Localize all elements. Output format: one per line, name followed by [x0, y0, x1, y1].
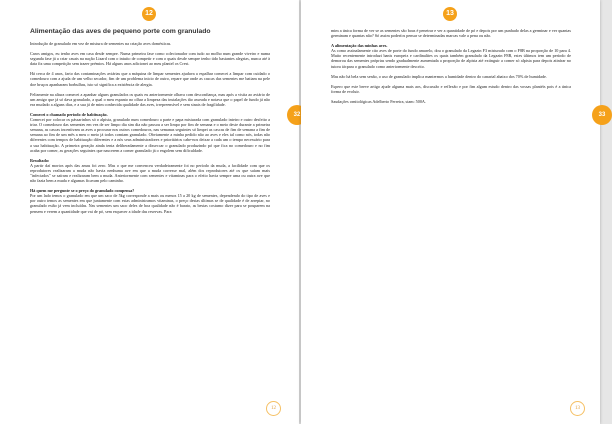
paragraph-text: Espero que este breve artigo ajude alguma mais aos, discussão e reflexão e por fim algum estudo dentro das vossas plantéis pois é a única forma de evoluir. — [331, 83, 571, 94]
left-page — [0, 0, 299, 424]
paragraph-text: Mas não há bela sem senão, o uso de granulado implica mantermos a humidade dentro do canarial abaixo dos 70% de humidade. — [331, 73, 547, 79]
article-paragraph — [30, 51, 270, 66]
paragraph-text: Saudações ornitológicas Adelberto Ferreira, stam: 500A. — [331, 98, 427, 104]
article-paragraph — [331, 28, 571, 38]
section-heading: A alimentação das minhas aves. — [331, 43, 388, 49]
right-page-content — [331, 28, 571, 109]
article-paragraph — [30, 41, 270, 46]
article-paragraph — [30, 92, 270, 107]
paragraph-text: Por um lado temos o granulado em que um saco de 5kg corresponde a mais ou menos 15 a 20 kg de sementes, dependendo do tipo de aves e por outro temos as sementes em que juntamente com estas administramos vitaminas, o preço destas últimas se de qualidade é de arrepiar, no granulado estão já vem incluídas. Nas sementes um saco deles de boa qualidade não é barato, as bestas costumo dizer para se pouparem na pensem e verem a quantidade que vai de pó, sem esquecer a idade das reservas. Para — [30, 193, 270, 214]
article-paragraph — [331, 43, 571, 68]
paragraph-text: Há cerca de 4 anos, farto das contaminações aviárias que a máquina de limpar sementes ajudava a espalhar comecei a limpar com cuidado o comedouro com a ajuda de um velho secador, fim de um problema inicio de outro, repare que onde as cascas das sementes me batiam na pele doe bruços apanharam borbulhas, isto só significa a existência de alergia. — [30, 71, 270, 87]
paragraph-text: Introdução de granulado em vez de mistura de sementes na criação aves domésticas. — [30, 41, 172, 46]
article-title: Alimentação das aves de pequeno porte com granulado — [30, 28, 211, 35]
right-paragraphs — [331, 28, 571, 104]
side-tab-marker: 32 — [287, 105, 307, 125]
article-paragraph — [331, 74, 571, 79]
page-number-badge: 12 — [142, 7, 156, 21]
right-page — [301, 0, 606, 424]
left-paragraphs — [30, 41, 270, 214]
paragraph-text: mim a única forma de ver se as sementes são boas é penetrar e ver a quantidade de pó e depois por um punhado delas a germinar e ver quantas germinam e quantas não? Só assim poderíos pensar se determinadas marcas vale a pena ou não. — [331, 28, 571, 39]
paragraph-text: Caros amigos, eu tenho aves em casa desde sempre. Numa primeira fase como colecionador com tudo ao molho num grande viveiro e numa segunda fase já a criar casais na nação Lizard com o intuito de competir e com o quais desde sempre tenho tido bastantes alegrias, nunca até à data fiz uma competição sem trazer prémios. Há alguns anos adicionei ao meu plantel os Crest. — [30, 51, 270, 67]
article-paragraph — [331, 84, 571, 94]
paragraph-text: As como assinalamente cito aves de porte do fundo amarelo, dou o granulado da Legazin F3 misturado com o F8B na proporção de 10 para 4. Muito recentemente introduzi banis europeiz e cardinalites os quais também granulado da Legazin F8B, estes últimos tem um período de demorou das sementes próprias sendo gradualmente aumentada a proporção de alpista até extinguir a comer só alpista para depois atinírar no tutora iácpara o granulado como anteriormente descrito. — [331, 48, 571, 69]
article-paragraph — [30, 71, 270, 86]
section-heading: Resultado: — [30, 157, 50, 163]
paragraph-text: Comecei por colocar os pássarinhos só o alpista, granulado num comedouro a parte e papa misturada com granulado inteiro e outro desfeito a triar. O comedouro das sementes em vez de ser limpo dia sim dia não passou a ser limpo por fim de semana e o meio deste durante a primeira semana, as cascas incentivam as aves a procurar nos outros comedouros, nas semanas seguintes só limpei as cascas de fim de semana a fim de semana ao fim de um mês a meu o meio já todos comiam granulado. Obviamente a minha pedido não ao aves e eles tal como nós, todas não diferentes com tempos de habituação diferentes e a nós seus administradores e prioritários cabe-nos deixar a cada um o tempo necessário para a sua habituação. A primeira geração ainda tenta deliberadamente a disseccar o granulado produzindo pó que fica no comedouro e no fim acaba por comer, as gerações seguintes que nascerem a comer granulado já o engolem sem dificuldade. — [30, 117, 270, 153]
paragraph-text: A partir daí mortos após das amas foi zero. Mas o que me convenceu verdadeiramente foi no período da muda, a facilidade com que os reprodutores realizaram a muda não havia nenhuma ave em que a muda corresse mal, além dos reprodutores até os que saíam mais "infectados" se saíram e realizaram bem a muda. Anteriormente com sementes e vitaminas para o efeito havia sempre uma ou outra ave que não fazia bem a muda e algumas ficavam pelo caminho. — [30, 162, 270, 184]
bottom-page-number: 12 — [266, 401, 281, 416]
article-paragraph — [30, 112, 270, 153]
side-tab-marker: 33 — [592, 105, 612, 125]
section-heading: Há quem me pergunte se o preço do granulado compensa? — [30, 188, 135, 194]
bottom-page-number: 13 — [570, 401, 585, 416]
section-heading: Comecei o chamado período de habituação. — [30, 111, 108, 117]
article-paragraph — [30, 158, 270, 183]
article-paragraph — [30, 188, 270, 213]
page-number-badge: 13 — [443, 7, 457, 21]
paragraph-text: Felizmente na altura comecei a apanhar alguns granulados os quais eu anteriormente olhava com desconfiança, mas após a visita ao aviário de um amigo que já só dava granulado, a qual o meu espanto no olhar a limpeza das instalações tão asseada e notava que o papel de fundo já não era mudado a alguns dias, e a sua já de mim conhecida qualidade das aves, irrepreensível e sem sinais de fragilidade. — [30, 91, 270, 107]
article-paragraph — [331, 99, 571, 104]
left-page-content — [30, 28, 270, 219]
